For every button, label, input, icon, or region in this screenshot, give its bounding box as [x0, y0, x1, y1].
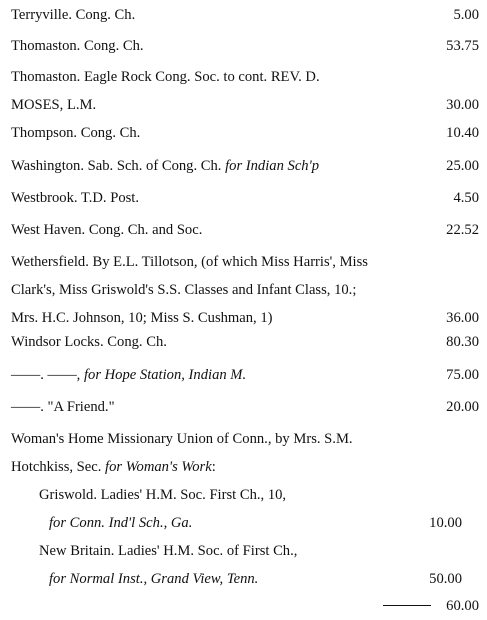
entry-text: Thompson. Cong. Ch.: [11, 125, 141, 141]
entry-womans-home-missionary-union: [11, 425, 479, 481]
entry-text-line2: Clark's, Miss Griswold's S.S. Classes and Infant Class, 10.;: [11, 282, 357, 298]
sub-entry-designation: for Conn. Ind'l Sch., Ga.: [49, 515, 193, 531]
sub-entry-new-britain: [39, 537, 479, 593]
entry-text: Westbrook. T.D. Post.: [11, 190, 140, 206]
entry-text-line2: Hotchkiss, Sec.: [11, 459, 106, 475]
entry-text-line2: MOSES, L.M.: [11, 97, 97, 113]
entry-designation: for Woman's Work: [105, 459, 212, 475]
entry-amount: 22.52: [446, 222, 479, 238]
subtotal-rule: [383, 605, 431, 606]
entry-text: Washington. Sab. Sch. of Cong. Ch.: [11, 158, 226, 174]
entry-amount: 36.00: [446, 310, 479, 326]
entry-thomaston: [11, 32, 479, 60]
entry-amount: 20.00: [446, 399, 479, 415]
entry-westbrook: [11, 184, 479, 212]
entry-windsor-locks: [11, 328, 479, 356]
sub-entry-designation: for Normal Inst., Grand View, Tenn.: [49, 571, 259, 587]
entry-suffix: :: [211, 459, 216, 475]
entry-west-haven: [11, 216, 479, 244]
subtotal-amount: 60.00: [446, 598, 479, 614]
entry-amount: 5.00: [453, 7, 479, 23]
entry-amount: 30.00: [446, 97, 479, 113]
sub-entry-text: Griswold. Ladies' H.M. Soc. First Ch., 10,: [39, 487, 287, 503]
entry-a-friend: [11, 393, 479, 421]
entry-amount: 25.00: [446, 158, 479, 174]
entry-amount: 4.50: [453, 190, 479, 206]
entry-terryville: [11, 1, 479, 29]
entry-text: Windsor Locks. Cong. Ch.: [11, 334, 167, 350]
sub-entry-griswold: [39, 481, 479, 537]
entry-thompson: [11, 119, 479, 147]
sub-entry-amount: 50.00: [429, 571, 462, 587]
entry-amount: 75.00: [446, 367, 479, 383]
entry-text-line1: Woman's Home Missionary Union of Conn., by Mrs. S.M.: [11, 431, 353, 447]
entry-text: Thomaston. Cong. Ch.: [11, 38, 144, 54]
entry-text: ——. ——,: [11, 367, 84, 383]
entry-hope-station: [11, 361, 479, 389]
entry-designation: for Hope Station, Indian M.: [83, 367, 247, 383]
entry-text: ——. "A Friend.": [11, 399, 115, 415]
entry-thomaston-eagle-rock: [11, 63, 479, 119]
entry-amount: 10.40: [446, 125, 479, 141]
entry-amount: 53.75: [446, 38, 479, 54]
entry-text: West Haven. Cong. Ch. and Soc.: [11, 222, 203, 238]
sub-entry-amount: 10.00: [429, 515, 462, 531]
entry-amount: 80.30: [446, 334, 479, 350]
entry-text-line1: Wethersfield. By E.L. Tillotson, (of which Miss Harris', Miss: [11, 254, 368, 270]
entry-text-line3: Mrs. H.C. Johnson, 10; Miss S. Cushman, 1): [11, 310, 273, 326]
entry-text: Terryville. Cong. Ch.: [11, 7, 136, 23]
entry-wethersfield: [11, 248, 479, 332]
entry-washington: [11, 152, 479, 180]
sub-entry-text: New Britain. Ladies' H.M. Soc. of First Ch.,: [39, 543, 298, 559]
entry-text-line1: Thomaston. Eagle Rock Cong. Soc. to cont. REV. D.: [11, 69, 320, 85]
entry-designation: for Indian Sch'p: [225, 158, 320, 174]
